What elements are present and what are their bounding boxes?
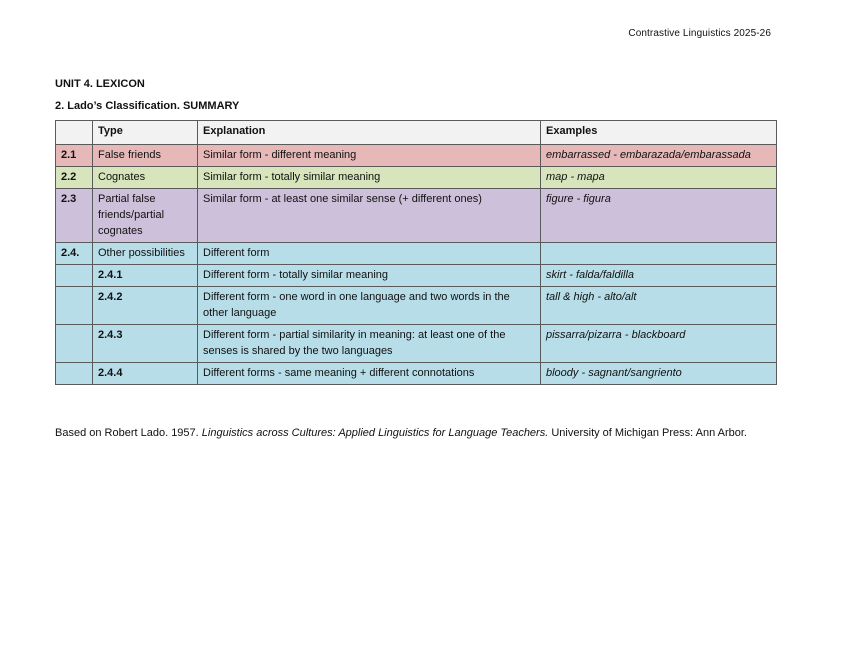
row-number bbox=[56, 287, 93, 325]
row-example: skirt - falda/faldilla bbox=[541, 265, 777, 287]
row-number: 2.4. bbox=[56, 243, 93, 265]
row-number: 2.1 bbox=[56, 145, 93, 167]
row-example: tall & high - alto/alt bbox=[541, 287, 777, 325]
row-explanation: Different forms - same meaning + different connotations bbox=[198, 363, 541, 385]
course-header: Contrastive Linguistics 2025-26 bbox=[628, 28, 771, 39]
section-title: 2. Lado’s Classification. SUMMARY bbox=[55, 100, 240, 112]
row-number: 2.3 bbox=[56, 189, 93, 243]
row-type: False friends bbox=[93, 145, 198, 167]
row-example: bloody - sagnant/sangriento bbox=[541, 363, 777, 385]
row-explanation: Similar form - totally similar meaning bbox=[198, 167, 541, 189]
row-type: 2.4.2 bbox=[93, 287, 198, 325]
column-header-number bbox=[56, 121, 93, 145]
row-type: Cognates bbox=[93, 167, 198, 189]
table-row-false-friends bbox=[56, 145, 777, 167]
column-header-explanation: Explanation bbox=[198, 121, 541, 145]
row-type: 2.4.4 bbox=[93, 363, 198, 385]
row-number bbox=[56, 265, 93, 287]
lado-classification-table bbox=[55, 120, 777, 385]
row-example: embarrassed - embarazada/embarassada bbox=[541, 145, 777, 167]
row-explanation: Different form - one word in one language and two words in the other language bbox=[198, 287, 541, 325]
row-type: 2.4.1 bbox=[93, 265, 198, 287]
column-header-examples: Examples bbox=[541, 121, 777, 145]
citation-prefix: Based on Robert Lado. 1957. bbox=[55, 427, 202, 439]
row-number bbox=[56, 363, 93, 385]
row-explanation: Different form - totally similar meaning bbox=[198, 265, 541, 287]
row-example bbox=[541, 243, 777, 265]
row-example: pissarra/pizarra - blackboard bbox=[541, 325, 777, 363]
table-row-sub-2-4-4 bbox=[56, 363, 777, 385]
row-number bbox=[56, 325, 93, 363]
row-explanation: Different form - partial similarity in meaning: at least one of the senses is shared by the two languages bbox=[198, 325, 541, 363]
table-header-row bbox=[56, 121, 777, 145]
table-row-sub-2-4-1 bbox=[56, 265, 777, 287]
row-type: Other possibilities bbox=[93, 243, 198, 265]
citation-book-title: Linguistics across Cultures: Applied Linguistics for Language Teachers. bbox=[201, 427, 549, 439]
table-row-partial bbox=[56, 189, 777, 243]
row-explanation: Similar form - at least one similar sense (+ different ones) bbox=[198, 189, 541, 243]
table-row-sub-2-4-2 bbox=[56, 287, 777, 325]
row-example: figure - figura bbox=[541, 189, 777, 243]
row-explanation: Similar form - different meaning bbox=[198, 145, 541, 167]
row-type: Partial false friends/partial cognates bbox=[93, 189, 198, 243]
citation-suffix: University of Michigan Press: Ann Arbor. bbox=[548, 427, 747, 439]
table-row-cognates bbox=[56, 167, 777, 189]
table-row-sub-2-4-3 bbox=[56, 325, 777, 363]
row-example: map - mapa bbox=[541, 167, 777, 189]
unit-title: UNIT 4. LEXICON bbox=[55, 78, 145, 90]
row-type: 2.4.3 bbox=[93, 325, 198, 363]
table-row-other bbox=[56, 243, 777, 265]
column-header-type: Type bbox=[93, 121, 198, 145]
row-explanation: Different form bbox=[198, 243, 541, 265]
row-number: 2.2 bbox=[56, 167, 93, 189]
citation bbox=[55, 427, 747, 439]
